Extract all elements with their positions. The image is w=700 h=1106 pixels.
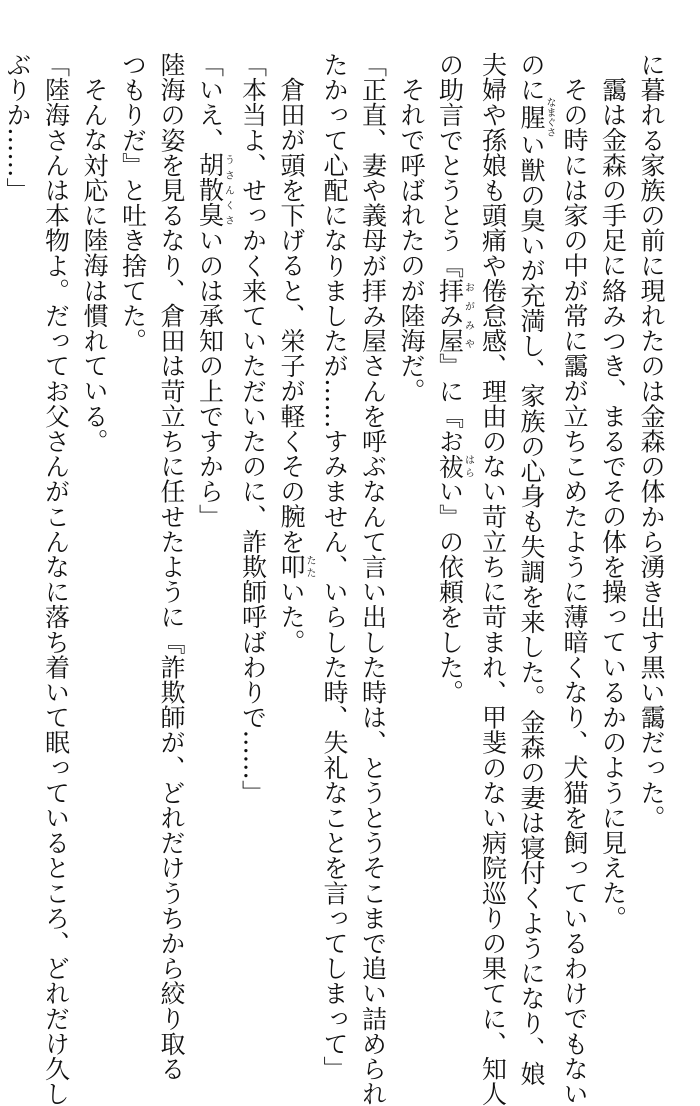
ruby-annotation xyxy=(435,453,474,479)
ruby-base: 祓 xyxy=(435,453,465,479)
text-line xyxy=(75,52,114,972)
text-segment: の助言でとうとう『 xyxy=(435,52,465,278)
ruby-reading: おがみや xyxy=(462,277,474,354)
ruby-reading: なまぐさ xyxy=(544,97,555,138)
text-line-content: つもりだ』と吐き捨てた。 xyxy=(118,52,148,354)
ruby-reading: うさんくさ xyxy=(222,152,234,228)
text-segment: い』の依頼をした。 xyxy=(435,478,465,705)
ruby-annotation xyxy=(435,277,474,354)
text-line-content: 「本当よ、せっかく来ていただいたのに、詐欺師呼ばわりで……」 xyxy=(238,52,268,805)
ruby-base: 拝み屋 xyxy=(435,277,465,354)
text-line-content: それで呼ばれたのが陸海だ。 xyxy=(397,77,426,404)
text-line-content: その時には家の中が常に靄が立ちこめたように薄暗くなり、犬猫を飼っているわけでもない xyxy=(560,77,589,1106)
text-line-content: に暮れる家族の前に現れたのは金森の体から湧き出す黒い靄だった。 xyxy=(637,52,666,831)
ruby-base: 胡散臭 xyxy=(195,152,225,228)
text-line xyxy=(190,52,233,972)
text-line xyxy=(555,52,594,1106)
text-line xyxy=(113,52,152,972)
ruby-reading: たた xyxy=(304,553,315,579)
text-line xyxy=(473,52,512,1106)
ruby-reading: はら xyxy=(462,453,474,479)
text-line xyxy=(233,52,272,972)
text-line xyxy=(430,52,473,972)
text-line xyxy=(593,52,632,972)
text-line-content: 夫婦や孫娘も頭痛や倦怠感、理由のない苛立ちに苛まれ、甲斐のない病院巡りの果てに、知人 xyxy=(478,52,508,1106)
text-line xyxy=(0,52,36,972)
ruby-annotation xyxy=(277,553,315,580)
ruby-base: 腥 xyxy=(517,97,546,138)
text-line xyxy=(632,52,671,972)
text-segment: いのは承知の上ですから」 xyxy=(195,227,225,529)
text-line-content: 「正直、妻や義母が拝み屋さんを呼ぶなんて言い出した時は、とうとうそこまで追い詰められ xyxy=(358,52,388,1106)
vertical-text-body xyxy=(0,52,670,1106)
text-segment: のに xyxy=(517,52,546,103)
text-line-content: 靄は金森の手足に絡みつき、まるでその体を操っているかのように見えた。 xyxy=(598,77,628,931)
text-segment: 倉田が頭を下げると、栄子が軽くその腕を xyxy=(277,77,306,554)
text-line-content: たかって心配になりましたが……すみません、いらした時、失礼なことを言ってしまって」 xyxy=(320,52,349,1082)
text-line xyxy=(36,52,75,1106)
text-line xyxy=(315,52,354,1082)
text-line xyxy=(353,52,392,1106)
text-segment: 』に『お xyxy=(435,353,465,454)
text-segment: い獣の臭いが充満し、家族の心身も失調を来した。金森の妻は寝付くようになり、娘 xyxy=(517,132,546,1086)
text-line xyxy=(272,52,315,972)
text-segment: いた。 xyxy=(277,579,306,655)
text-line-content: そんな対応に陸海は慣れている。 xyxy=(80,77,109,454)
text-line-content: 陸海の姿を見るなり、倉田は苛立ちに任せたように『詐欺師が、どれだけうちから絞り取る xyxy=(157,52,186,1082)
text-line xyxy=(152,52,191,1082)
text-line-content: 「陸海さんは本物よ。だってお父さんがこんなに落ち着いて眠っているところ、どれだけ久し xyxy=(41,52,71,1106)
text-segment: 「いえ、 xyxy=(195,52,225,153)
ruby-base: 叩 xyxy=(277,553,306,580)
ruby-annotation xyxy=(195,152,234,228)
text-line xyxy=(392,52,431,972)
text-line-content: ぶりか……」 xyxy=(3,52,32,203)
text-line xyxy=(512,52,555,1086)
ruby-annotation xyxy=(517,97,555,138)
